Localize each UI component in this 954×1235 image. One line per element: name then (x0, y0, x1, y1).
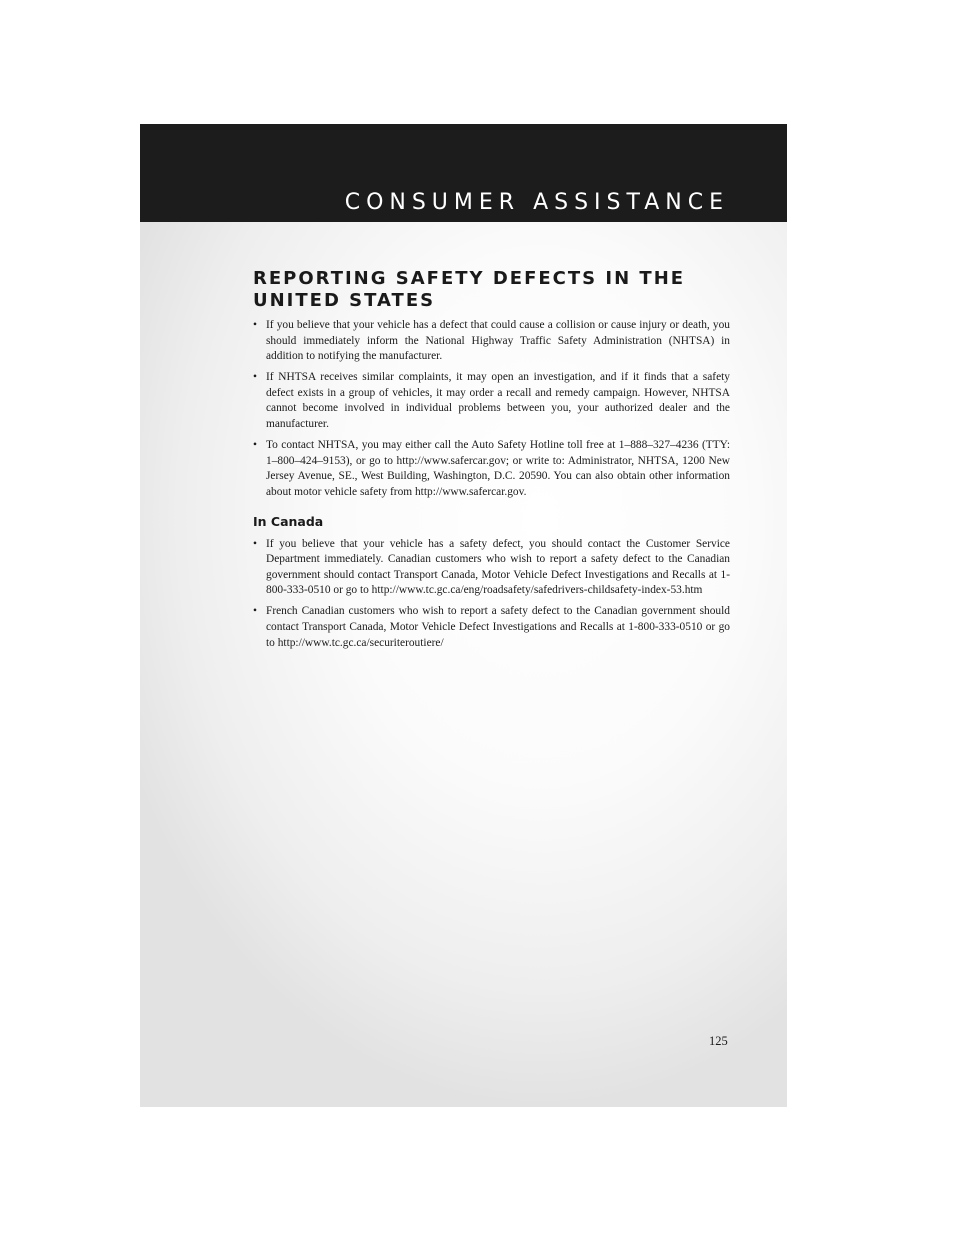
list-item (253, 438, 730, 500)
header-bar (140, 124, 787, 222)
list-item-text: To contact NHTSA, you may either call the Auto Safety Hotline toll free at 1–888–327–4236 (TTY: 1–800–424–9153), or go to http://www.safercar.gov; or write to: Administrator, NHTSA, 1200 New Jersey Avenue, SE., West Building, Washington, D.C. 20590. You can also obtain other information about motor vehicle safety from http://www.safercar.gov. (266, 439, 730, 498)
list-item (253, 318, 730, 365)
chapter-title: CONSUMER ASSISTANCE (344, 190, 729, 215)
list-item-text: If NHTSA receives similar complaints, it may open an investigation, and if it finds that a safety defect exists in a group of vehicles, it may order a recall and remedy campaign. However, NHTSA cannot become involved in individual problems between you, your authorized dealer and the manufacturer. (266, 371, 730, 431)
bullet-icon: • (253, 537, 257, 550)
us-bullet-list (253, 318, 730, 501)
list-item (253, 537, 730, 599)
list-item-text: If you believe that your vehicle has a safety defect, you should contact the Customer Service Department immediately. Canadian customers who wish to report a safety defect to the Canadian government should contact Transport Canada, Motor Vehicle Defect Investigations and Recalls at 1-800-333-0510 or go to http://www.tc.gc.ca/eng/roadsafety/safedrivers-childsafety-index-53.htm (266, 537, 730, 597)
section-title: REPORTING SAFETY DEFECTS IN THE UNITED STATES (253, 268, 686, 311)
list-item-text: French Canadian customers who wish to report a safety defect to the Canadian government should contact Transport Canada, Motor Vehicle Defect Investigations and Recalls at 1-800-333-0510 or go to http://www.tc.gc.ca/securiteroutiere/ (266, 605, 730, 649)
page-content (253, 268, 730, 657)
subsection-title: In Canada (253, 513, 324, 529)
list-item (253, 370, 730, 432)
bullet-icon: • (253, 605, 257, 618)
page-number: 125 (709, 1034, 728, 1048)
bullet-icon: • (253, 319, 257, 331)
bullet-icon: • (253, 371, 257, 384)
bullet-icon: • (253, 439, 257, 452)
list-item (253, 604, 730, 651)
canada-bullet-list (253, 537, 730, 652)
manual-page (140, 124, 787, 1107)
list-item-text: If you believe that your vehicle has a defect that could cause a collision or cause injury or death, you should immediately inform the National Highway Traffic Safety Administration (NHTSA) in addition to notifying the manufacturer. (266, 319, 730, 363)
